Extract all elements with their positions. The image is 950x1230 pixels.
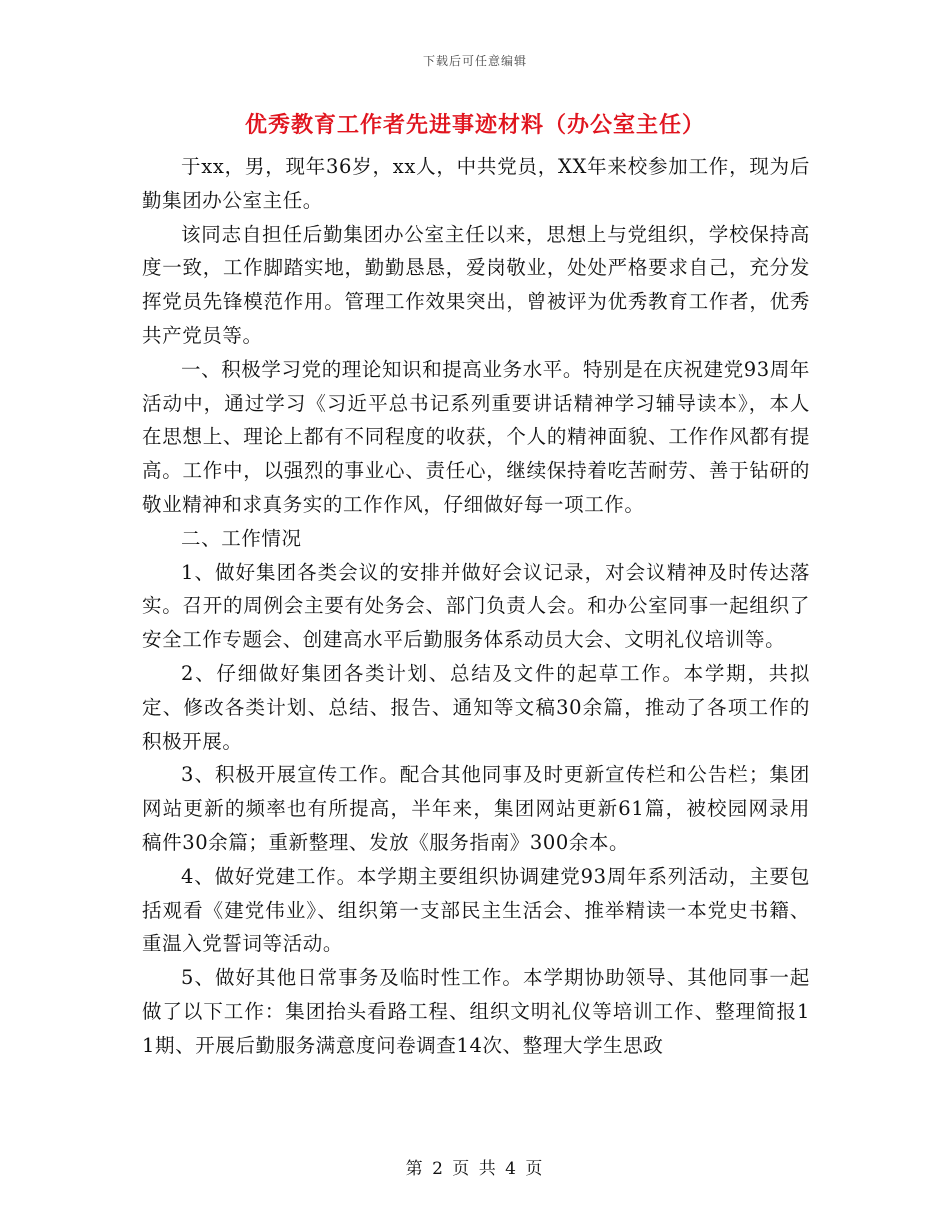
document-body <box>142 150 810 1063</box>
paragraph-intro: 于xx，男，现年36岁，xx人，中共党员，XX年来校参加工作，现为后勤集团办公室主任。 <box>142 155 810 212</box>
paragraph-section-1: 一、积极学习党的理论知识和提高业务水平。特别是在庆祝建党93周年活动中，通过学习《习近平总书记系列重要讲话精神学习辅导读本》，本人在思想上、理论上都有不同程度的收获，个人的精神面貌、工作作风都有提高。工作中，以强烈的事业心、责任心，继续保持着吃苦耐劳、善于钻研的敬业精神和求真务实的工作作风，仔细做好每一项工作。 <box>142 357 811 516</box>
paragraph-item-3: 3、积极开展宣传工作。配合其他同事及时更新宣传栏和公告栏；集团网站更新的频率也有所提高，半年来，集团网站更新61篇，被校园网录用稿件30余篇；重新整理、发放《服务指南》300余本。 <box>142 763 810 854</box>
paragraph-item-5: 5、做好其他日常事务及临时性工作。本学期协助领导、其他同事一起做了以下工作：集团抬头看路工程、组织文明礼仪等培训工作、整理简报11期、开展后勤服务满意度问卷调查14次、整理大学生思政 <box>142 966 810 1057</box>
paragraph-summary: 该同志自担任后勤集团办公室主任以来，思想上与党组织，学校保持高度一致，工作脚踏实地，勤勤恳恳，爱岗敬业，处处严格要求自己，充分发挥党员先锋模范作用。管理工作效果突出，曾被评为优秀教育工作者，优秀共产党员等。 <box>142 222 810 347</box>
paragraph-section-2-heading: 二、工作情况 <box>181 526 302 550</box>
document-title: 优秀教育工作者先进事迹材料（办公室主任） <box>244 112 705 138</box>
paragraph-item-4: 4、做好党建工作。本学期主要组织协调建党93周年系列活动，主要包括观看《建党伟业》、组织第一支部民主生活会、推举精读一本党史书籍、重温入党誓词等活动。 <box>142 864 810 956</box>
page-number-footer: 第 2 页 共 4 页 <box>405 1159 545 1179</box>
paragraph-item-1: 1、做好集团各类会议的安排并做好会议记录，对会议精神及时传达落实。召开的周例会主要有处务会、部门负责人会。和办公室同事一起组织了安全工作专题会、创建高水平后勤服务体系动员大会、文明礼仪培训等。 <box>142 560 810 652</box>
paragraph-item-2: 2、仔细做好集团各类计划、总结及文件的起草工作。本学期，共拟定、修改各类计划、总结、报告、通知等文稿30余篇，推动了各项工作的积极开展。 <box>142 661 810 753</box>
header-note: 下载后可任意编辑 <box>422 54 527 68</box>
